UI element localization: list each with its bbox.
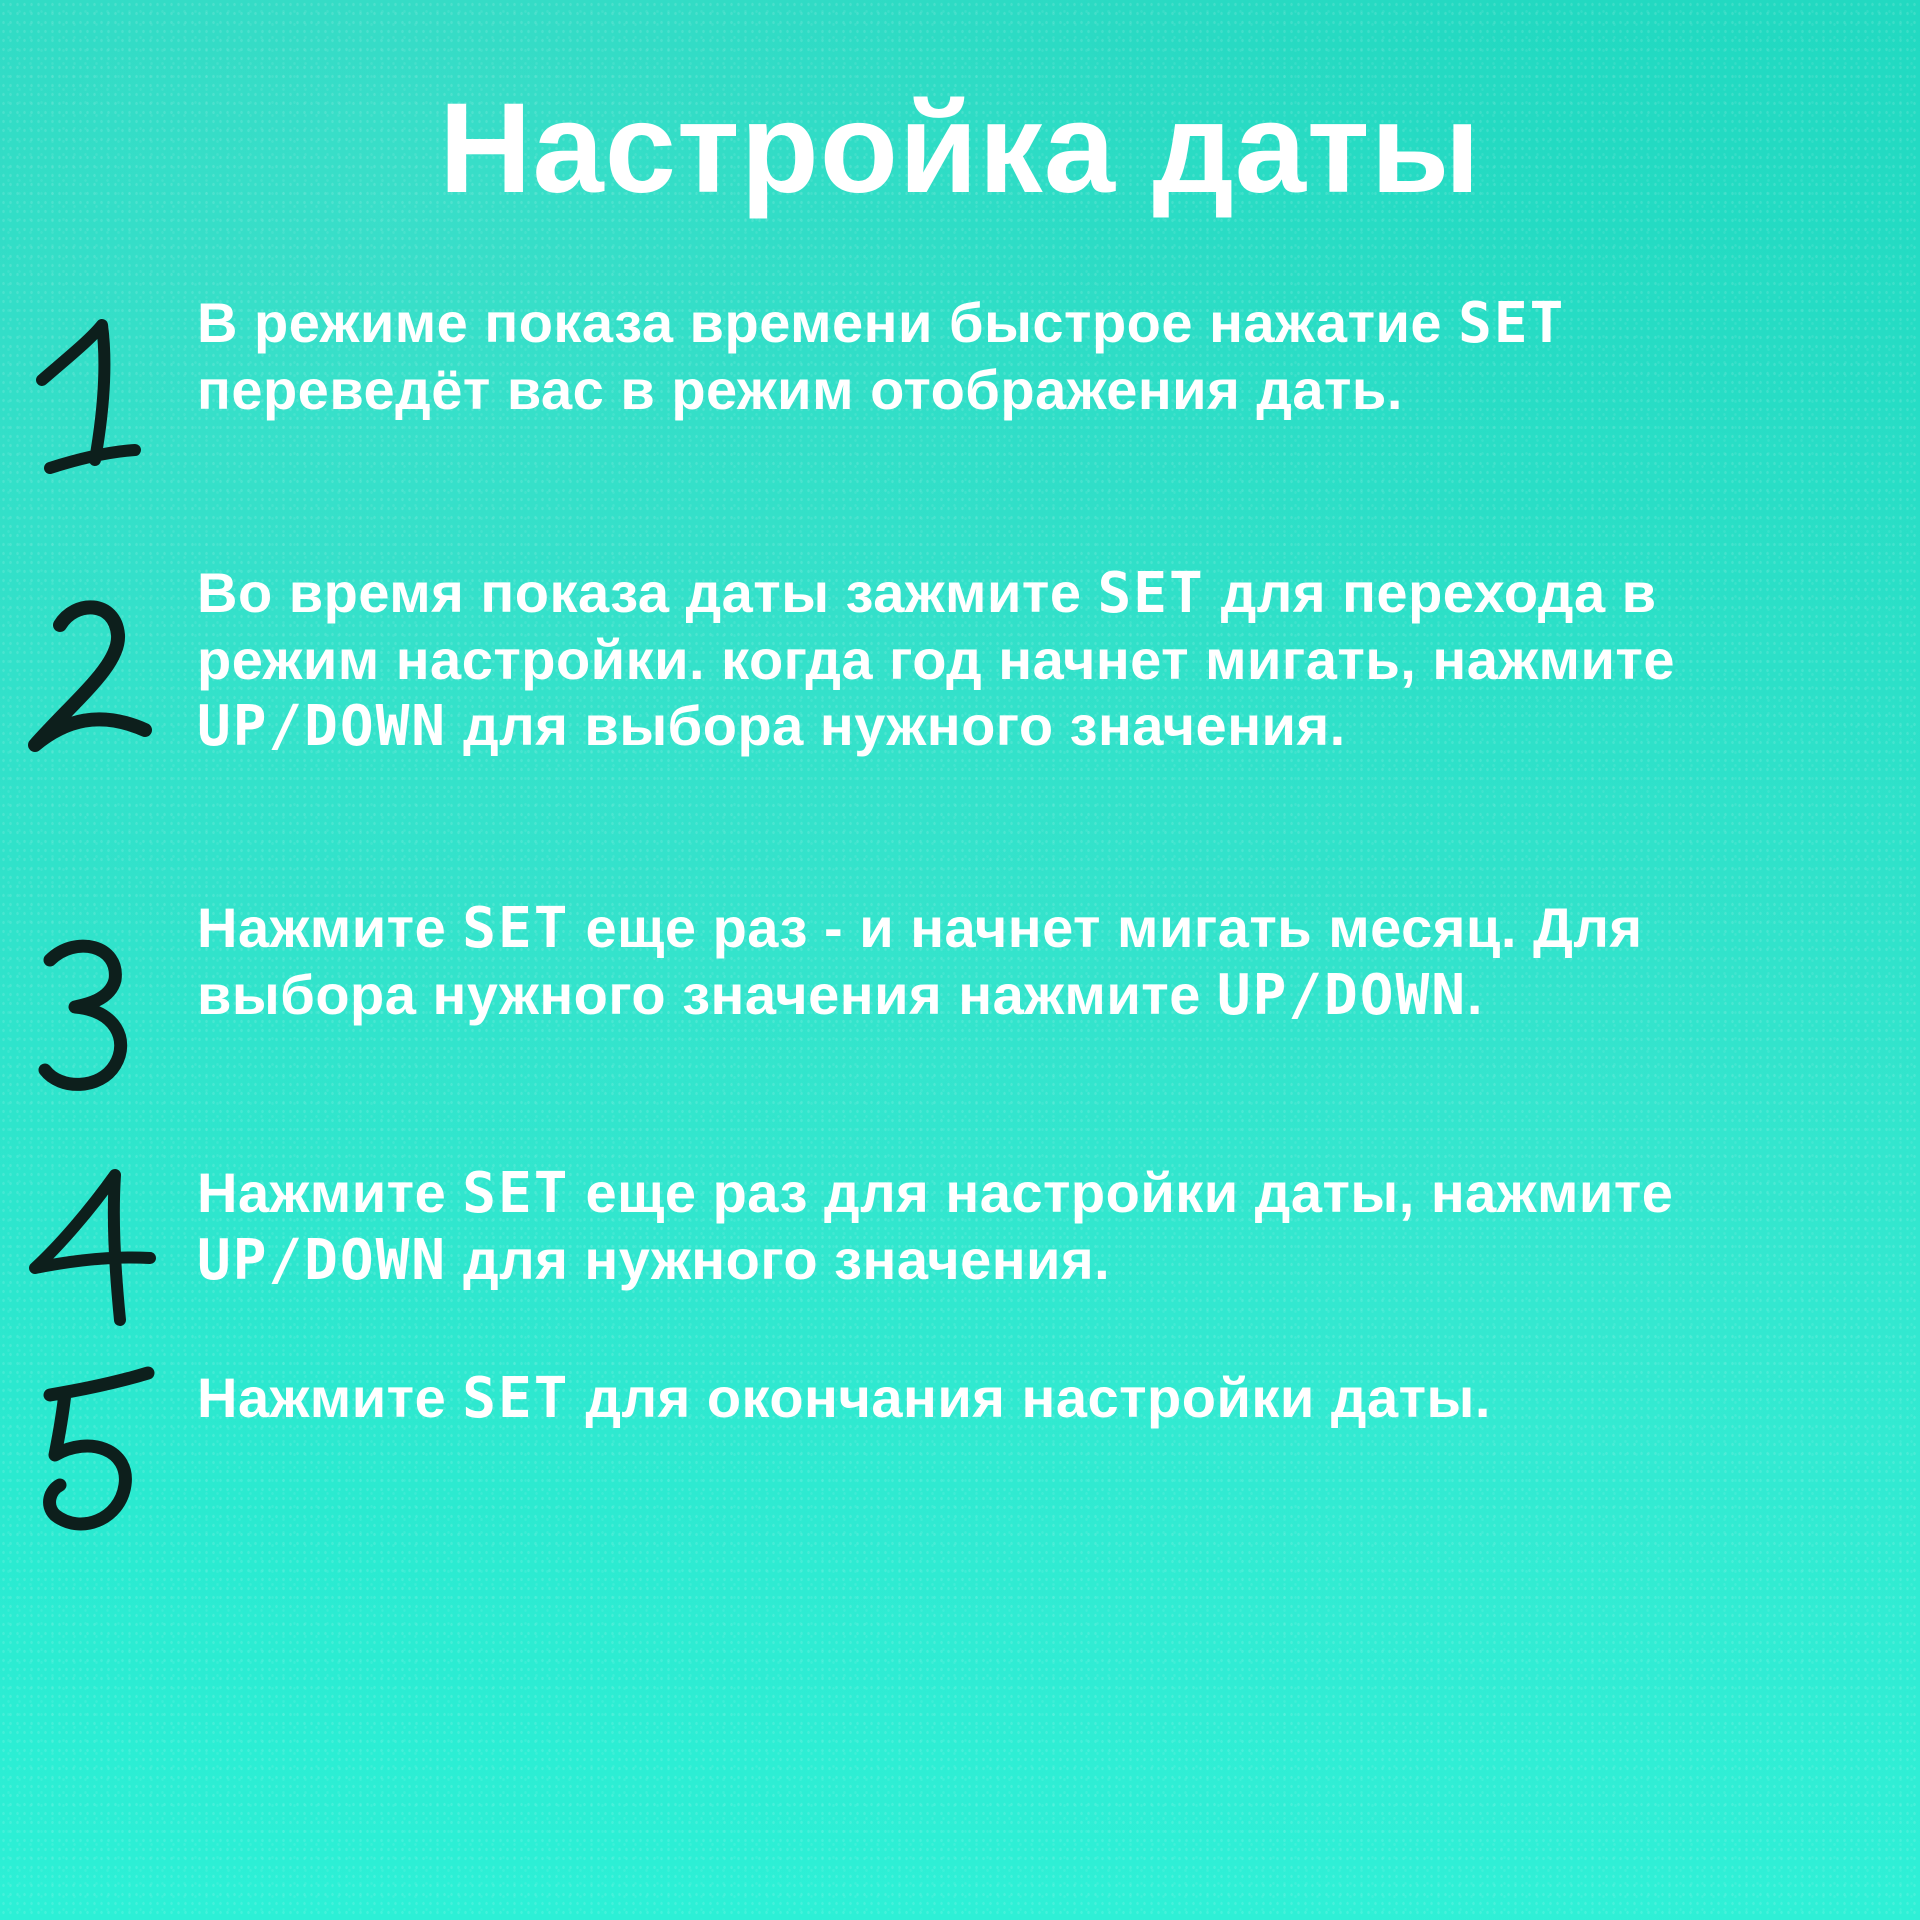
handwritten-numeral-4: [20, 1160, 160, 1330]
step-1-text: В режиме показа времени быстрое нажатие SET переведёт вас в режим отображения дать.: [197, 291, 1566, 421]
set-keyword: SET: [462, 1366, 570, 1431]
updown-keyword: UP/DOWN: [197, 694, 448, 759]
step-5-text: Нажмите SET для окончания настройки даты.: [197, 1366, 1491, 1431]
step-4-text: Нажмите SET еще раз для настройки даты, нажмите UP/DOWN для нужного значения.: [197, 1161, 1674, 1293]
updown-keyword: UP/DOWN: [197, 1228, 448, 1293]
handwritten-numeral-1: [20, 310, 160, 480]
step-3-text: Нажмите SET еще раз - и начнет мигать месяц. Для выбора нужного значения нажмите UP/DOWN.: [197, 896, 1643, 1028]
page-title: Настройка даты: [439, 77, 1481, 220]
set-keyword: SET: [1458, 291, 1566, 356]
set-keyword: SET: [1097, 561, 1205, 626]
handwritten-numeral-5: [20, 1365, 160, 1535]
set-keyword: SET: [462, 896, 570, 961]
updown-keyword: UP/DOWN: [1216, 963, 1467, 1028]
handwritten-numeral-3: [20, 925, 160, 1095]
step-2-text: Во время показа даты зажмите SET для перехода в режим настройки. когда год начнет мигать, нажмите UP/DOWN для выбора нужного значения.: [197, 561, 1675, 759]
set-keyword: SET: [462, 1161, 570, 1226]
handwritten-numeral-2: [20, 580, 160, 760]
